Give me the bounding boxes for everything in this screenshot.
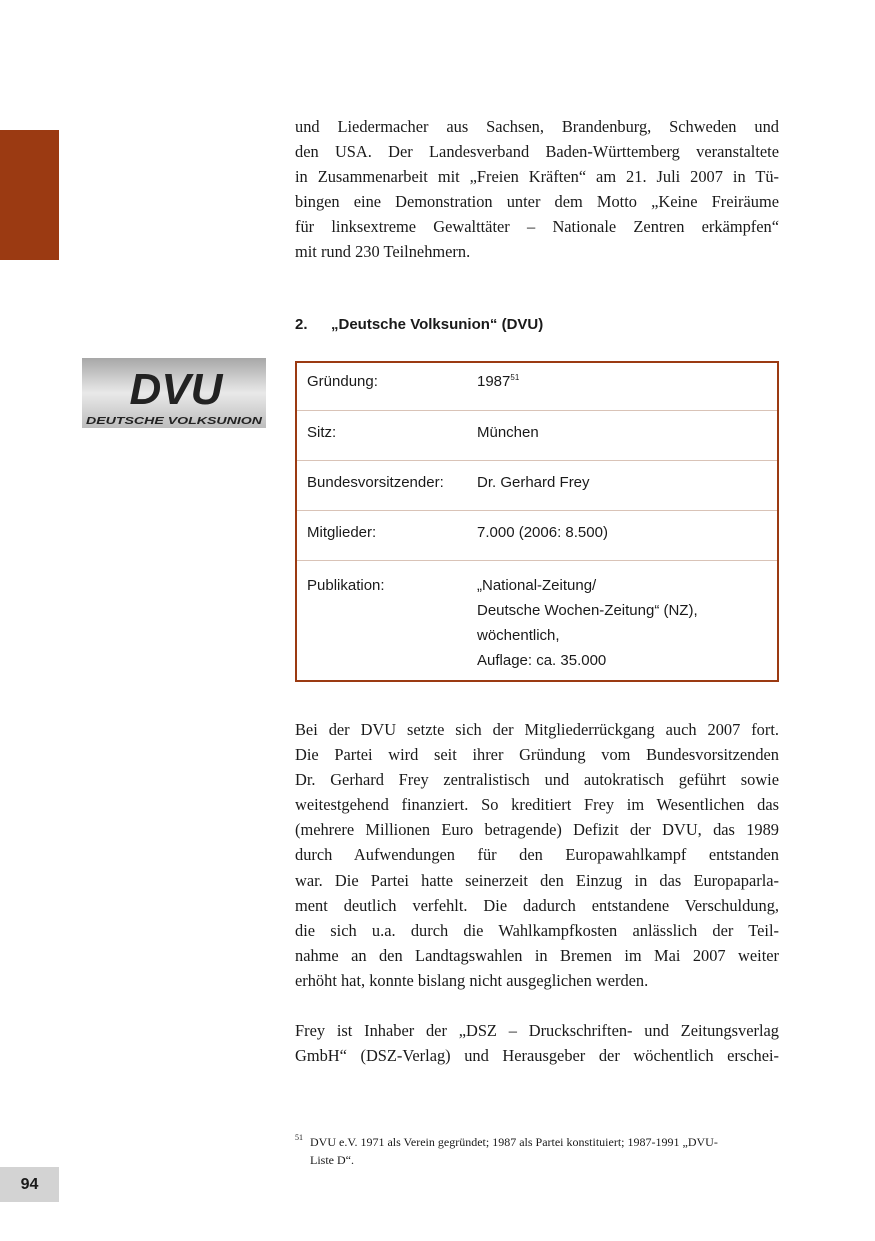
text-line: mit rund 230 Teilnehmern. [295, 242, 471, 262]
row-value: 7.000 (2006: 8.500) [477, 524, 608, 541]
text-line: weitestgehend finanziert. So kreditiert Frey im Wesentlichen das [295, 795, 779, 815]
text-line: in Zusammenarbeit mit „Freien Kräften“ am 21. Juli 2007 in Tü- [295, 167, 779, 187]
text-line: durch Aufwendungen für den Europawahlkampf entstanden [295, 845, 779, 865]
dvu-logo [82, 358, 266, 428]
text-line: Die Partei wird seit ihrer Gründung vom Bundesvorsitzenden [295, 745, 779, 765]
party-info-table [295, 361, 779, 682]
text-line: GmbH“ (DSZ-Verlag) und Herausgeber der wöchentlich erschei- [295, 1046, 779, 1066]
table-row [297, 460, 777, 510]
logo-sub-text: DEUTSCHE VOLKSUNION [86, 416, 264, 427]
footnote-text [310, 1133, 779, 1169]
text-line: nahme an den Landtagswahlen in Bremen im Mai 2007 weiter [295, 945, 779, 965]
section-number: 2. [295, 316, 308, 333]
body-paragraph-3 [295, 1018, 779, 1068]
table-row [297, 410, 777, 460]
logo-main-text: DVU [129, 365, 223, 414]
text-line: die sich u.a. durch die Wahlkampfkosten anlässlich der Teil- [295, 920, 779, 940]
row-value: 1987$^{51}$ [477, 373, 520, 390]
table-row [297, 560, 777, 680]
table-row [297, 363, 777, 410]
footnote-marker: 51 [295, 1133, 303, 1142]
body-paragraph-1 [295, 114, 779, 265]
row-label: Publikation: [307, 577, 385, 594]
text-line: war. Die Partei hatte seinerzeit den Einzug in das Europaparla- [295, 870, 779, 890]
text-line: Dr. Gerhard Frey zentralistisch und autokratisch geführt sowie [295, 770, 779, 790]
section-heading [295, 316, 543, 333]
publication-line: wöchentlich, [477, 627, 560, 644]
footnote-line: DVU e.V. 1971 als Verein gegründet; 1987 als Partei konstituiert; 1987-1991 „DVU- [310, 1135, 718, 1149]
text-line: ment deutlich verfehlt. Die dadurch entstandene Verschuldung, [295, 895, 779, 915]
section-title: „Deutsche Volksunion“ (DVU) [331, 316, 544, 333]
table-row [297, 510, 777, 560]
row-label: Bundesvorsitzender: [307, 474, 444, 491]
text-line: Bei der DVU setzte sich der Mitgliederrückgang auch 2007 fort. [295, 720, 779, 739]
row-value: Dr. Gerhard Frey [477, 474, 590, 491]
row-value: München [477, 424, 539, 441]
page-number: 94 [0, 1167, 59, 1202]
footnote-ref: 51 [510, 373, 520, 382]
text-line: erhöht hat, konnte bislang nicht ausgeglichen werden. [295, 970, 649, 990]
text-line: (mehrere Millionen Euro betragende) Defizit der DVU, das 1989 [295, 820, 779, 840]
text-line: Frey ist Inhaber der „DSZ – Druckschriften- und Zeitungsverlag [295, 1021, 779, 1040]
text-line: bingen eine Demonstration unter dem Motto „Keine Freiräume [295, 192, 779, 212]
publication-line: „National-Zeitung/ [477, 577, 597, 594]
footnote-line: Liste D“. [310, 1153, 354, 1167]
row-label: Gründung: [307, 373, 378, 390]
body-paragraph-2 [295, 717, 779, 993]
text-line: für linksextreme Gewalttäter – Nationale Zentren erkämpfen“ [295, 217, 779, 237]
chapter-marker-tab [0, 130, 59, 260]
row-label: Mitglieder: [307, 524, 377, 541]
row-value [477, 573, 777, 680]
footnote [295, 1133, 779, 1169]
row-label: Sitz: [307, 424, 337, 441]
publication-line: Auflage: ca. 35.000 [477, 652, 607, 669]
text-line: den USA. Der Landesverband Baden-Württemberg veranstaltete [295, 142, 779, 162]
publication-line: Deutsche Wochen-Zeitung“ (NZ), [477, 602, 698, 619]
text-line: und Liedermacher aus Sachsen, Brandenburg, Schweden und [295, 117, 779, 136]
